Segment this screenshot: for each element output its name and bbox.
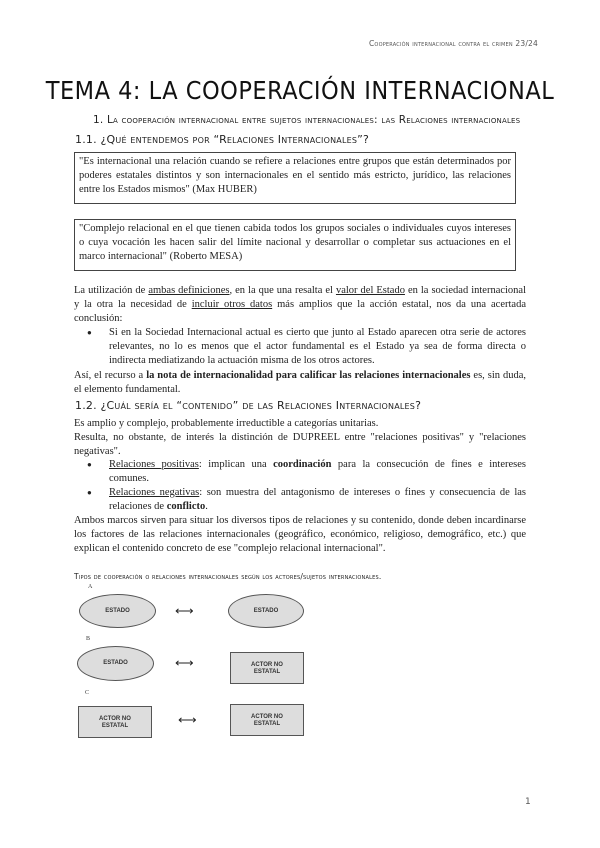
rect-line: ESTATAL — [253, 669, 281, 675]
rect-line: ACTOR NO — [251, 714, 283, 720]
paragraph-frameworks: Ambos marcos sirven para situar los diversos tipos de relaciones y su contenido, donde deben incardinarse los factores de las relaciones internacionales (geográfico, económico, religioso, demográfico, etc.) que explican el contenido concreto de ese "complejo relacional internacional". — [74, 515, 526, 554]
diagram-label-a: A — [88, 584, 93, 590]
rect-line: ACTOR NO — [99, 716, 131, 722]
rect-line: ESTATAL — [253, 721, 281, 727]
bullet-text — [93, 486, 526, 514]
bidirectional-arrow-icon: ⟷ — [175, 603, 194, 618]
paragraph-definitions — [74, 284, 526, 326]
bidirectional-arrow-icon: ⟷ — [178, 712, 197, 727]
bullet-item — [93, 326, 526, 368]
ellipse-estado: ESTADO — [79, 594, 156, 628]
text: La utilización de — [74, 285, 149, 296]
paragraph-dupreel: Resulta, no obstante, de interés la distinción de DUPREEL entre "relaciones positivas" y "relaciones negativas". — [74, 432, 526, 457]
text: : implican una — [198, 459, 274, 470]
underlined-text: incluir otros datos — [191, 299, 273, 310]
underlined-text: ambas definiciones — [148, 285, 230, 296]
bullet-item — [93, 486, 526, 514]
section-1-1-heading: 1.1. ¿Qué entendemos por “Relaciones Internacionales”? — [75, 133, 370, 146]
quote-huber: "Es internacional una relación cuando se refiere a relaciones entre grupos que están determinados por poderes estatales distintos y son internacionales en el sentido más estricto, jurídico, las relaciones entre los Estados mismos" (Max HUBER) — [74, 152, 516, 204]
diagram-label-c: C — [85, 690, 90, 696]
ellipse-estado: ESTADO — [228, 594, 304, 628]
underlined-text: valor del Estado — [335, 285, 405, 296]
text: más amplios que la acción estatal, nos da una acertada conclusión: — [74, 299, 526, 324]
text: . — [205, 501, 208, 512]
bold-text: coordinación — [273, 459, 332, 470]
bidirectional-arrow-icon: ⟷ — [175, 655, 194, 670]
text: Así, el recurso a — [74, 370, 147, 381]
bullet-text — [93, 458, 526, 486]
text: es, sin duda, el elemento fundamental. — [74, 370, 526, 395]
paragraph-content: Es amplio y complejo, probablemente irreductible a categorías unitarias. — [74, 418, 379, 429]
text: en la sociedad internacional y la otra la necesidad de — [74, 285, 527, 310]
quote-mesa: "Complejo relacional en el que tienen cabida todos los grupos sociales o individuales cuyos intereses o cuya vocación les hacen salir del límite nacional y desarrollar o completar sus actuaciones en el marco internacional" (Roberto MESA) — [74, 219, 516, 271]
running-header: Cooperación internacional contra el crimen 23/24 — [369, 39, 538, 48]
page-number: 1 — [525, 797, 531, 807]
underlined-text: Relaciones positivas — [109, 459, 199, 470]
underlined-text: Relaciones negativas — [109, 487, 200, 498]
text: , en la que una resalta el — [229, 285, 336, 296]
section-1-heading: 1. La cooperación internacional entre sujetos internacionales: las Relaciones internacionales — [93, 114, 521, 126]
bullet-text: ● Si en la Sociedad Internacional actual es cierto que junto al Estado aparecen otra serie de actores relevantes, no lo es menos que el actor fundamental es el Estado ya sea de forma directa o indirecta mediatizando la actuación misma de los otros actores. — [109, 327, 526, 366]
rect-actor-no-estatal — [230, 704, 304, 736]
ellipse-estado: ESTADO — [77, 646, 154, 681]
section-1-2-heading: 1.2. ¿Cuál sería el “contenido” de las Relaciones Internacionales? — [75, 399, 422, 412]
bullet-item — [93, 458, 526, 486]
bold-text: la nota de internacionalidad para calificar las relaciones internacionales — [146, 370, 471, 381]
diagram-caption: Tipos de cooperación o relaciones internacionales según los actores/sujetos internacionales. — [74, 572, 382, 581]
rect-actor-no-estatal — [230, 652, 304, 684]
rect-line: ACTOR NO — [251, 662, 283, 668]
text: para la consecución de fines e intereses comunes. — [109, 459, 526, 484]
text: : son muestra del antagonismo de intereses o fines y consecuencia de las relaciones de — [109, 487, 527, 512]
bold-text: conflicto — [166, 501, 206, 512]
diagram-label-b: B — [86, 636, 91, 642]
rect-actor-no-estatal — [78, 706, 152, 738]
page-title: TEMA 4: LA COOPERACIÓN INTERNACIONAL — [45, 76, 555, 105]
paragraph-internationality — [74, 369, 526, 397]
rect-line: ESTATAL — [101, 723, 129, 729]
